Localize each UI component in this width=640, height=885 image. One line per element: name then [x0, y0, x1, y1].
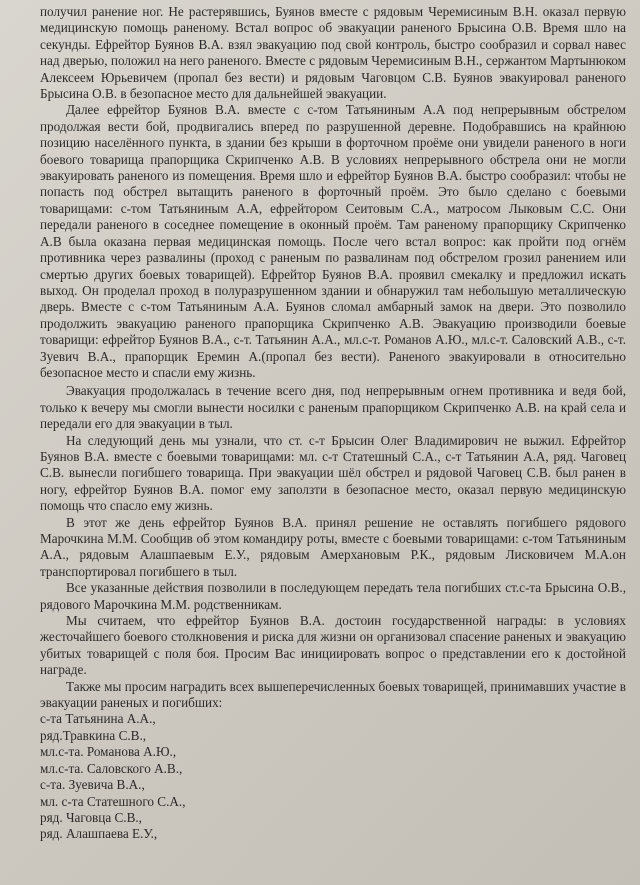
paragraph-evacuation-continued: Эвакуация продолжалась в течение всего дня, под непрерывным огнем противника и ведя бой, только к вечеру мы смогли вынести носилки с раненым прапорщиком Скрипченко А.В. на край села и передали его для эвакуации в тыл. [40, 383, 626, 432]
list-item: ряд. Чаговца С.В., [40, 809, 142, 825]
paragraph-award-all: Также мы просим наградить всех вышеперечисленных боевых товарищей, принимавших участие в эвакуации раненых и погибших: [40, 678, 626, 711]
list-item: мл.с-та. Саловского А.В., [40, 760, 183, 776]
paragraph-award-request: Мы считаем, что ефрейтор Буянов В.А. достоин государственной награды: в условиях жесточайшего боевого столкновения и риска для жизни он организовал спасение раненых и эвакуацию убитых товарищей с поля боя. Просим Вас инициировать вопрос о представлении его к достойной награде. [40, 613, 626, 678]
list-item: ряд. Алашпаева Е.У., [40, 826, 158, 842]
list-item: мл.с-та. Романова А.Ю., [40, 744, 177, 760]
list-item: с-та. Зуевича В.А., [40, 777, 145, 793]
paragraph-evacuation-skripchenko: Далее ефрейтор Буянов В.А. вместе с с-том Татьяниным А.А под непрерывным обстрелом продолжая вести бой, продвигались вперед по разрушенной деревне. Подобравшись на крайнюю позицию населённого пункта, в здании без крыши в форточном проёме они увидели раненого в ноги боевого товарища прапорщика Скрипченко А.В. В условиях непрерывного обстрела они не могли эвакуировать раненого из помещения. Время шло и ефрейтор Буянов В.А. быстро сообразил: чтобы не попасть под обстрел вытащить раненого в форточный проём. Это было сделано с боевыми товарищами: с-том Татьяниным А.А, ефрейтором Сеитовым С.А., матросом Лыковым С.С. Они передали раненого в соседнее помещение в оконный проём. Там раненому прапорщику Скрипченко А.В была оказана первая медицинская помощь. После чего встал вопрос: как пройти под огнём противника через развалины (проход с раненым по развалинам под обстрелом грозил ранением или смертью других боевых товарищей). Ефрейтор Буянов В.А. проявил смекалку и предложил искать выход. Он проделал проход в полуразрушенном здании и обнаружил там небольшую металлическую дверь. Вместе с с-том Татьяниным А.А. Буянов сломал амбарный замок на двери. Это позволило продолжить эвакуацию раненого прапорщика Скрипченко А.В. Эвакуацию производили боевые товарищи: ефрейтор Буянов В.А., с-т. Татьянин А.А., мл.с-т. Романов А.Ю., мл.с-т. Саловский А.В., с-т. Зуевич В.А., прапорщик Еремин А.(пропал без вести). Раненого эвакуировали в относительно безопасное место и спасли ему жизнь. [40, 102, 626, 380]
paragraph-evacuation-brysin: получил ранение ног. Не растерявшись, Буянов вместе с рядовым Черемисиным В.Н. оказал первую медицинскую помощь раненому. Встал вопрос об эвакуации раненого Брысина О.В. Время шло на секунды. Ефрейтор Буянов В.А. взял эвакуацию под свой контроль, быстро сообразил и сорвал навес над дверью, положил на него раненого. Вместе с рядовым Черемисиным В.Н., сержантом Мартынюком Алексеем Юрьевичем (пропал без вести) и рядовым Чаговцом С.В. Буянов эвакуировал раненого Брысина О.В. в безопасное место для дальнейшей эвакуации. [40, 4, 626, 102]
paragraph-bodies-transfer: Все указанные действия позволили в последующем передать тела погибших ст.с-та Брысина О.В., рядового Марочкина М.М. родственникам. [40, 580, 626, 612]
paragraph-next-day: На следующий день мы узнали, что ст. с-т Брысин Олег Владимирович не выжил. Ефрейтор Буянов В.А. вместе с боевыми товарищами: мл. с-т Статешный С.А., с-т Татьянин А.А, ряд. Чаговец С.В. вынесли погибшего товарища. При эвакуации шёл обстрел и рядовой Чаговец С.В. был ранен в ногу, ефрейтор Буянов В.А. помог ему заползти в безопасное место, оказал первую медицинскую помощь что спасло ему жизнь. [40, 432, 626, 514]
list-item: мл. с-та Статешного С.А., [40, 793, 186, 809]
paragraph-marochkin: В этот же день ефрейтор Буянов В.А. принял решение не оставлять погибшего рядового Марочкина М.М. Сообщив об этом командиру роты, вместе с боевыми товарищами: с-том Татьяниным А.А., рядовым Алашпаевым Е.У., рядовым Амерхановым Р.К., рядовым Лисковичем М.А.он транспортировал погибшего в тыл. [40, 514, 626, 579]
award-list [40, 711, 626, 842]
list-item: ряд.Травкина С.В., [40, 727, 147, 743]
list-item: с-та Татьянина А.А., [40, 711, 156, 727]
